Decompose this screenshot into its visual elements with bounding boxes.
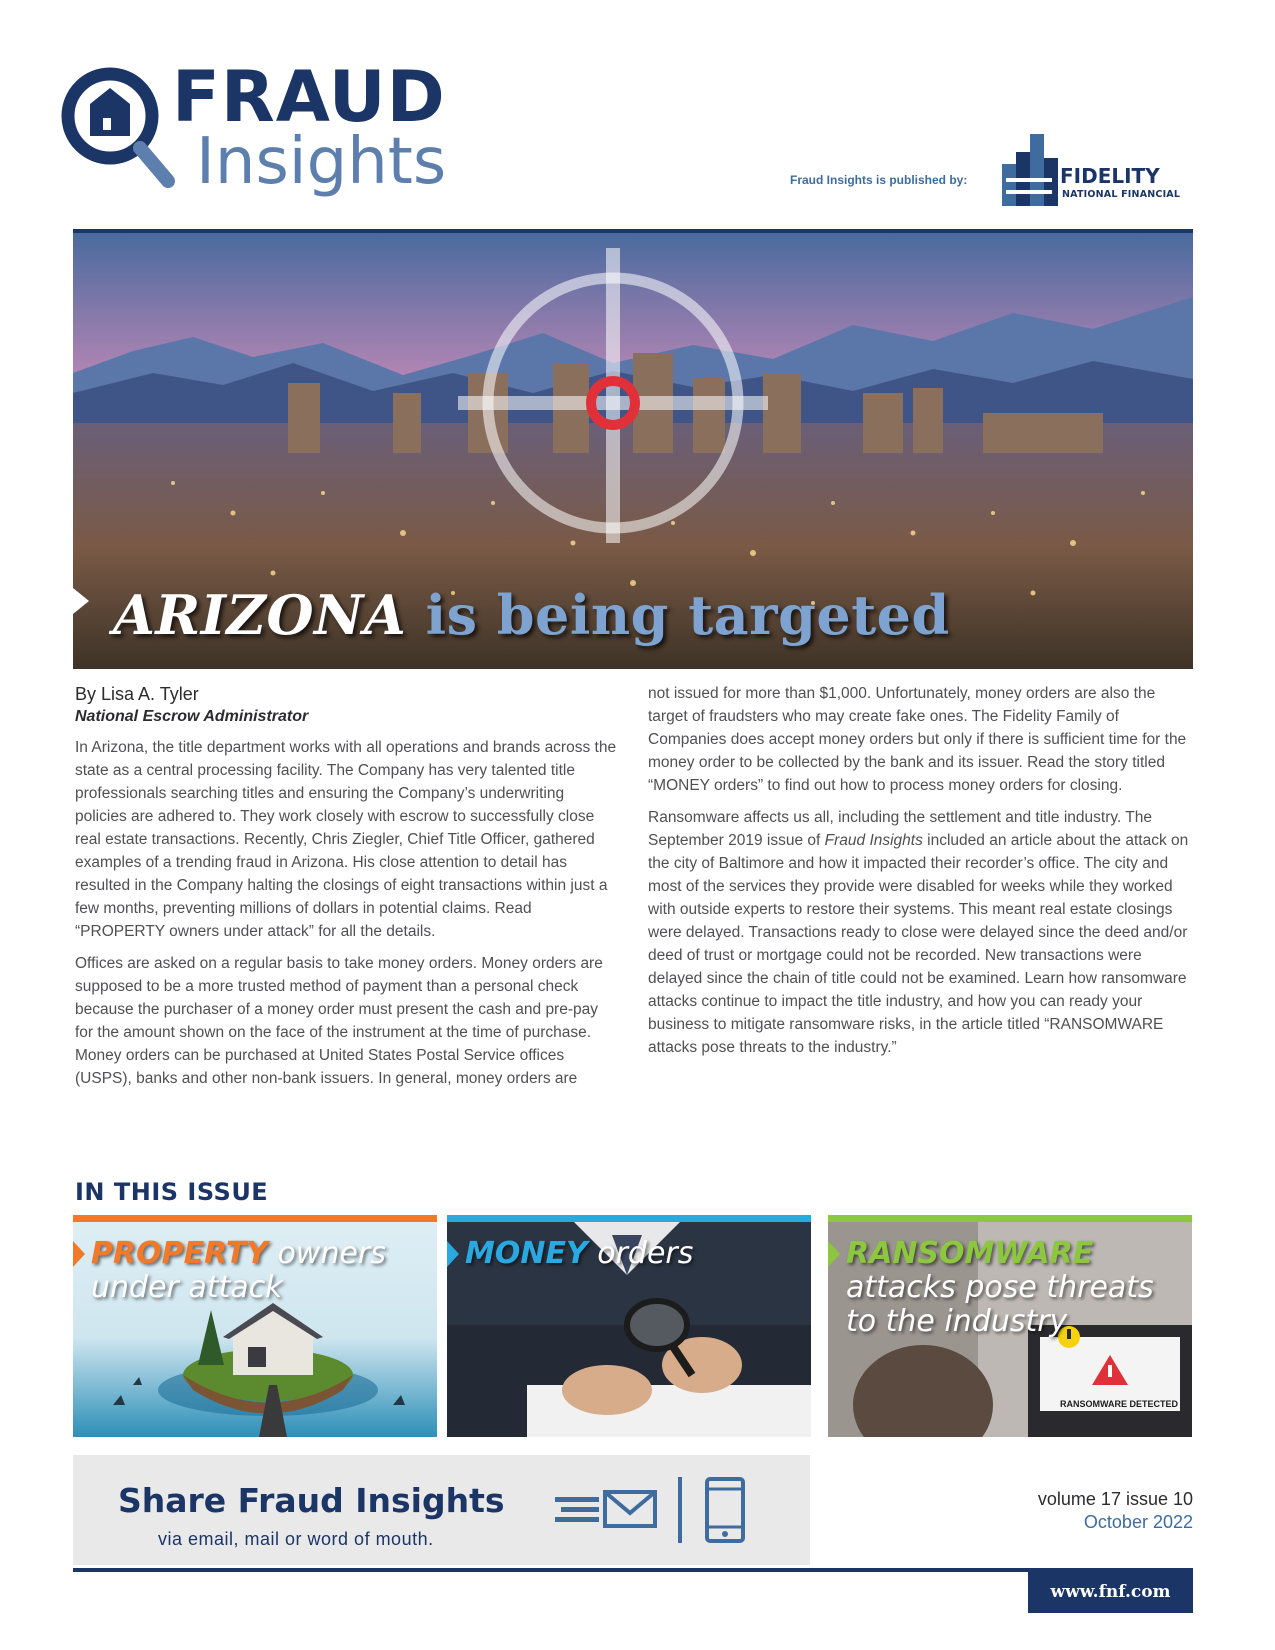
fidelity-logo	[1002, 134, 1202, 206]
hero-title-emphasis: ARIZONA	[113, 583, 407, 647]
article-column-right	[648, 682, 1198, 1068]
author-name: By Lisa A. Tyler	[75, 684, 199, 704]
phone-icon	[703, 1477, 753, 1545]
publisher-note: Fraud Insights is published by:	[790, 173, 968, 187]
card-keyword: RANSOMWARE	[846, 1236, 1094, 1271]
chevron-right-icon	[828, 1241, 840, 1267]
card-title-rest: orders	[587, 1236, 694, 1271]
fnf-building-icon	[1002, 134, 1062, 206]
article-column-left	[75, 682, 620, 1099]
share-subtitle: via email, mail or word of mouth.	[158, 1529, 434, 1549]
chevron-right-icon	[447, 1241, 459, 1267]
fnf-subname: NATIONAL FINANCIAL	[1062, 189, 1181, 200]
fnf-name: FIDELITY	[1060, 164, 1160, 188]
author-title: National Escrow Administrator	[75, 708, 309, 725]
logo-fraud-text: FRAUD	[172, 56, 446, 138]
issue-date: October 2022	[1083, 1512, 1193, 1532]
article-paragraph: Offices are asked on a regular basis to take money orders. Money orders are supposed to be a more trusted method of payment than a personal check because the purchaser of a money order must present the cash and pre-pay for the amount shown on the face of the instrument at the time of purchase. Money orders can be purchased at United States Postal Service offices (USPS), banks and other non-bank issuers. In general, money orders are	[75, 955, 603, 1087]
card-title	[846, 1237, 1186, 1339]
ransomware-detected-label: RANSOMWARE DETECTED	[1060, 1399, 1179, 1409]
article-paragraph: not issued for more than $1,000. Unfortunately, money orders are also the target of fraudsters who may create fake ones. The Fidelity Family of Companies does accept money orders but only if there is sufficient time for the money order to be collected by the bank and its issuer. Read the story titled “MONEY orders” to find out how to process money orders for closing.	[648, 685, 1187, 794]
share-box	[73, 1455, 810, 1565]
issue-info	[960, 1488, 1193, 1534]
card-accent-stripe	[73, 1215, 437, 1222]
issue-card-money[interactable]	[447, 1215, 811, 1437]
article-paragraph	[648, 806, 1198, 1059]
card-keyword: PROPERTY	[91, 1236, 269, 1271]
article-text: Ransomware affects us all, including the settlement and title industry. The September 2019 issue of	[648, 809, 1153, 849]
card-accent-stripe	[828, 1215, 1192, 1222]
volume-number: volume 17 issue 10	[1037, 1489, 1193, 1509]
share-title: Share Fraud Insights	[118, 1481, 505, 1520]
article-text: included an article about the attack on the city of Baltimore and how it impacted their recorder’s office. The city and most of the services they provide were disabled for weeks while they worked with outside experts to restore their systems. This meant real estate closings were delayed. Transactions ready to close were delayed since the deed and/or deed of trust or mortgage could not be recorded. New transactions were delayed since the chain of title could not be examined. Learn how ransomware attacks continue to impact the title industry, and how you can ready your business to mitigate ransomware risks, in the article titled “RANSOMWARE attacks pose threats to the industry.”	[648, 832, 1189, 1056]
card-accent-stripe	[447, 1215, 811, 1222]
card-title-rest: owners under attack	[91, 1236, 386, 1305]
article-paragraph: In Arizona, the title department works with all operations and brands across the state as a central processing facility. The Company has very talented title professionals searching titles and ensuring the Company’s underwriting policies are adhered to. They work closely with escrow to successfully close real estate transactions. Recently, Chris Ziegler, Chief Title Officer, gathered examples of a trending fraud in Arizona. His close attention to detail has resulted in the Company halting the closings of eight transactions within just a few months, preventing millions of dollars in potential claims. Read “PROPERTY owners under attack” for all the details.	[75, 739, 617, 940]
card-title	[465, 1237, 805, 1271]
chevron-right-icon	[73, 1241, 85, 1267]
hero-title-rest: is being targeted	[425, 583, 950, 647]
issue-card-property[interactable]	[73, 1215, 437, 1437]
bottom-divider	[73, 1568, 1193, 1572]
issue-card-ransomware[interactable]	[828, 1215, 1192, 1437]
logo-insights-text: Insights	[196, 125, 447, 199]
card-keyword: MONEY	[465, 1236, 588, 1271]
card-title	[91, 1237, 431, 1305]
publication-title: Fraud Insights	[824, 832, 923, 849]
website-link[interactable]: www.fnf.com	[1028, 1572, 1193, 1613]
fraud-insights-logo	[60, 56, 460, 200]
in-this-issue-heading: IN THIS ISSUE	[75, 1178, 269, 1206]
hero-title	[113, 583, 950, 647]
card-title-rest: attacks pose threats to the industry	[846, 1270, 1154, 1339]
share-icons	[553, 1477, 753, 1545]
magnifier-house-icon	[60, 66, 175, 191]
